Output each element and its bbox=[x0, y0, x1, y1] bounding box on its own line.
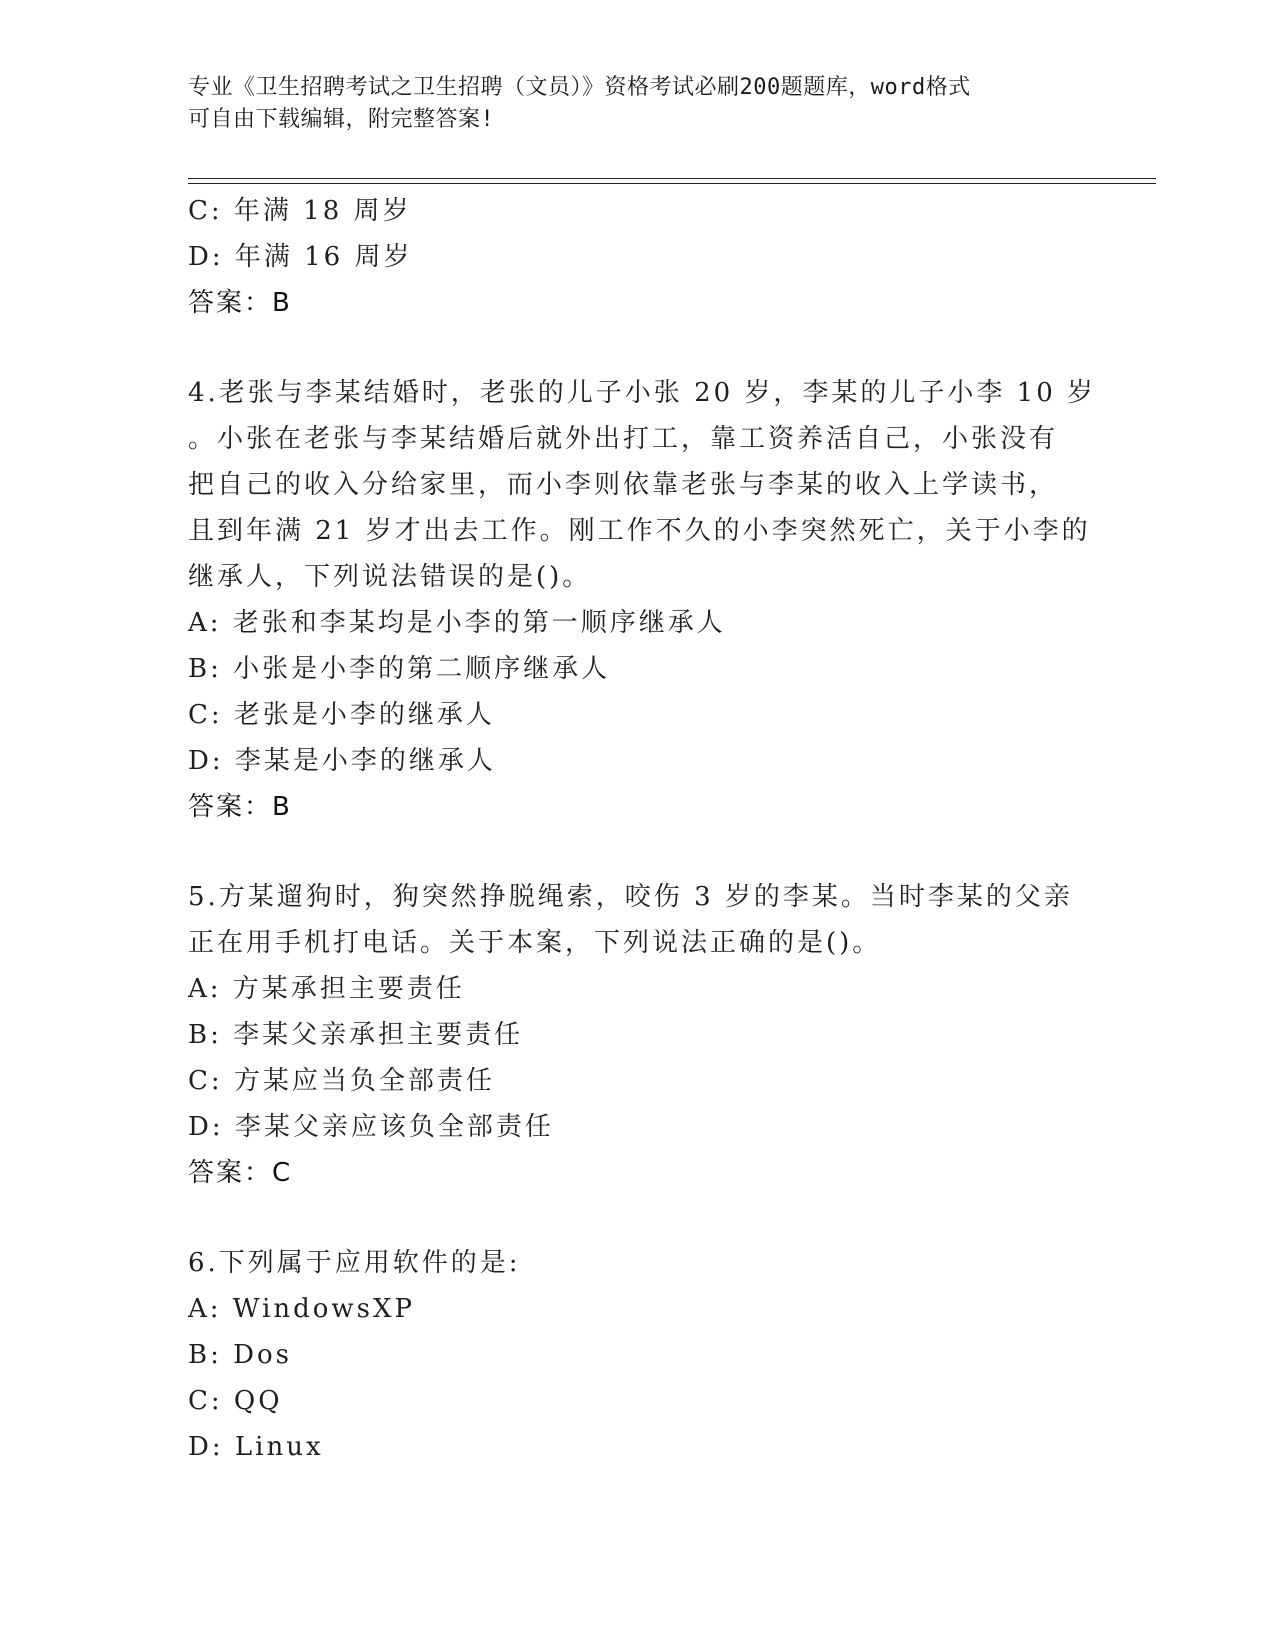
question-stem-line: 4.老张与李某结婚时，老张的儿子小张 20 岁，李某的儿子小李 10 岁 bbox=[188, 378, 1097, 408]
spacer bbox=[188, 1196, 1088, 1240]
option-c: C: QQ bbox=[188, 1386, 283, 1416]
option-d: D: 李某父亲应该负全部责任 bbox=[188, 1112, 554, 1142]
header-divider-bottom bbox=[188, 183, 1156, 184]
question-stem-line: 6.下列属于应用软件的是: bbox=[188, 1248, 521, 1278]
answer-line: 答案：B bbox=[188, 792, 292, 822]
option-b: B: 小张是小李的第二顺序继承人 bbox=[188, 654, 611, 684]
question-stem-line: 且到年满 21 岁才出去工作。刚工作不久的小李突然死亡，关于小李的 bbox=[188, 516, 1091, 546]
question-stem-line: 。小张在老张与李某结婚后就外出打工，靠工资养活自己，小张没有 bbox=[188, 424, 1059, 454]
option-a: A: WindowsXP bbox=[188, 1294, 416, 1324]
option-d: D: 年满 16 周岁 bbox=[188, 242, 413, 272]
question-4-block bbox=[188, 370, 1097, 830]
option-b: B: Dos bbox=[188, 1340, 292, 1370]
spacer bbox=[188, 830, 1088, 874]
question-stem-line: 继承人，下列说法错误的是()。 bbox=[188, 562, 592, 592]
option-d: D: 李某是小李的继承人 bbox=[188, 746, 496, 776]
option-b: B: 李某父亲承担主要责任 bbox=[188, 1020, 524, 1050]
answer-line: 答案：C bbox=[188, 1158, 293, 1188]
header-divider-top bbox=[188, 178, 1156, 179]
spacer bbox=[188, 326, 1088, 370]
answer-line: 答案：B bbox=[188, 288, 292, 318]
question-content bbox=[188, 188, 1097, 1470]
option-d: D: Linux bbox=[188, 1432, 324, 1462]
option-c: C: 方某应当负全部责任 bbox=[188, 1066, 495, 1096]
question-stem-line: 正在用手机打电话。关于本案，下列说法正确的是()。 bbox=[188, 928, 882, 958]
option-a: A: 方某承担主要责任 bbox=[188, 974, 465, 1004]
question-6-block bbox=[188, 1240, 1088, 1470]
question-stem-line: 5.方某遛狗时，狗突然挣脱绳索，咬伤 3 岁的李某。当时李某的父亲 bbox=[188, 882, 1073, 912]
question-5-block bbox=[188, 874, 1088, 1196]
option-c: C: 年满 18 周岁 bbox=[188, 196, 412, 226]
option-c: C: 老张是小李的继承人 bbox=[188, 700, 495, 730]
option-a: A: 老张和李某均是小李的第一顺序继承人 bbox=[188, 608, 726, 638]
question-3-block bbox=[188, 188, 1088, 326]
document-header bbox=[188, 72, 1088, 136]
header-line-1: 专业《卫生招聘考试之卫生招聘（文员）》资格考试必刷200题题库，word格式 bbox=[188, 75, 971, 100]
header-line-2: 可自由下载编辑，附完整答案! bbox=[188, 107, 495, 132]
question-stem-line: 把自己的收入分给家里，而小李则依靠老张与李某的收入上学读书， bbox=[188, 470, 1059, 500]
